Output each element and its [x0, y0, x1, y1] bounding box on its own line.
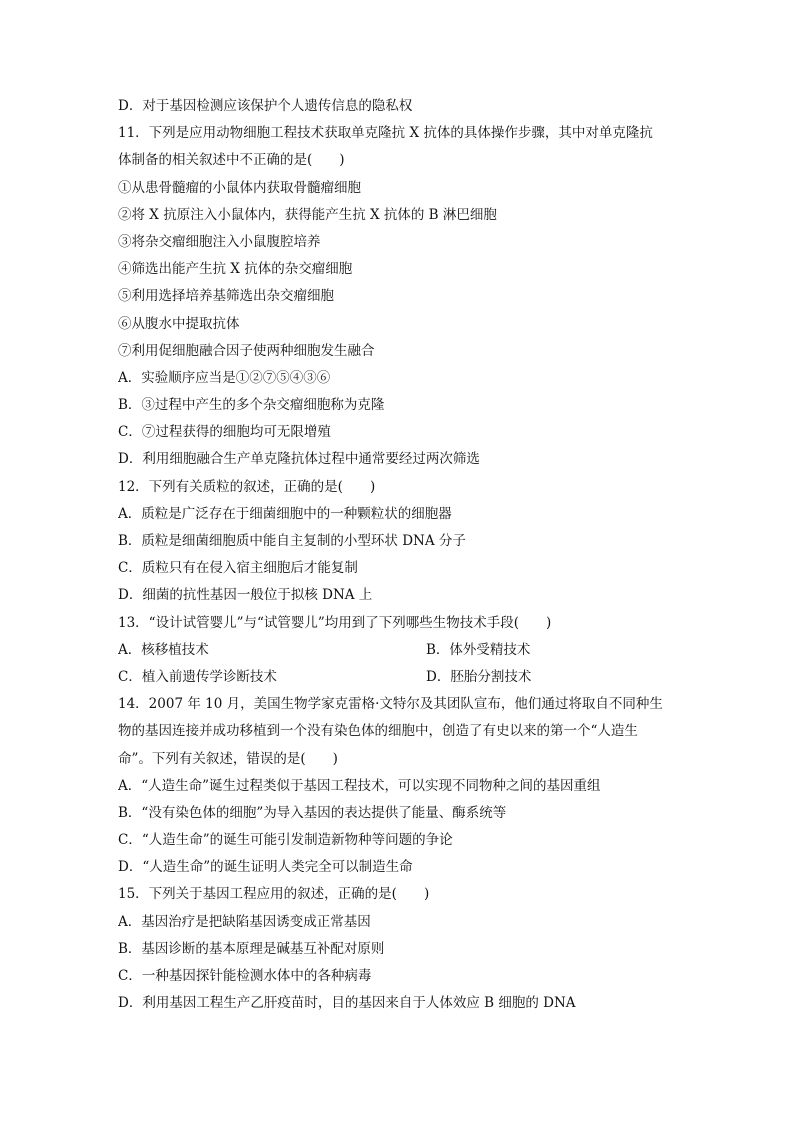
- q11-stem-line-1: 11．下列是应用动物细胞工程技术获取单克隆抗 X 抗体的具体操作步骤，其中对单克隆抗: [118, 125, 653, 142]
- q11-stem-line-2: 体制备的相关叙述中不正确的是( ): [118, 152, 345, 169]
- q14-option-c: C．“人造生命”的诞生可能引发制造新物种等问题的争论: [118, 832, 453, 849]
- q15-option-b: B．基因诊断的基本原理是碱基互补配对原则: [118, 940, 385, 957]
- q11-option-c: C．⑦过程获得的细胞均可无限增殖: [118, 424, 331, 441]
- q10-option-d: D．对于基因检测应该保护个人遗传信息的隐私权: [118, 98, 413, 114]
- q11-step-3: ③将杂交瘤细胞注入小鼠腹腔培养: [118, 233, 321, 250]
- q12-option-a: A．质粒是广泛存在于细菌细胞中的一种颗粒状的细胞器: [118, 505, 452, 522]
- q13-options-row-1: [118, 637, 678, 664]
- q13-option-c: C．植入前遗传学诊断技术: [118, 668, 277, 685]
- q13-option-a: A．核移植技术: [118, 641, 209, 658]
- q11-step-4: ④筛选出能产生抗 X 抗体的杂交瘤细胞: [118, 261, 353, 278]
- q11-step-6: ⑥从腹水中提取抗体: [118, 315, 240, 332]
- question-list: [118, 93, 678, 1017]
- q13-options-row-2: [118, 664, 678, 691]
- q12-stem: 12．下列有关质粒的叙述，正确的是( ): [118, 478, 376, 495]
- q15-option-d: D．利用基因工程生产乙肝疫苗时，目的基因来自于人体效应 B 细胞的 DNA: [118, 995, 576, 1012]
- q14-option-d: D．“人造生命”的诞生证明人类完全可以制造生命: [118, 859, 413, 876]
- q11-option-a: A．实验顺序应当是①②⑦⑤④③⑥: [118, 369, 331, 386]
- q14-option-b: B．“没有染色体的细胞”为导入基因的表达提供了能量、酶系统等: [118, 804, 507, 821]
- q11-step-1: ①从患骨髓瘤的小鼠体内获取骨髓瘤细胞: [118, 179, 361, 196]
- q14-stem-line-2: 物的基因连接并成功移植到一个没有染色体的细胞中，创造了有史以来的第一个“人造生: [118, 723, 638, 740]
- q14-stem-line-1: 14．2007 年 10 月，美国生物学家克雷格·文特尔及其团队宣布，他们通过将取自不同种生: [118, 696, 663, 713]
- q13-option-d: D．胚胎分割技术: [426, 668, 532, 685]
- q11-option-d: D．利用细胞融合生产单克隆抗体过程中通常要经过两次筛选: [118, 451, 480, 468]
- q12-option-c: C．质粒只有在侵入宿主细胞后才能复制: [118, 560, 358, 577]
- q11-step-2: ②将 X 抗原注入小鼠体内，获得能产生抗 X 抗体的 B 淋巴细胞: [118, 206, 497, 223]
- q14-option-a: A．“人造生命”诞生过程类似于基因工程技术，可以实现不同物种之间的基因重组: [118, 777, 601, 794]
- q14-stem-line-3: 命”。下列有关叙述，错误的是( ): [118, 750, 338, 767]
- q11-step-5: ⑤利用选择培养基筛选出杂交瘤细胞: [118, 288, 334, 305]
- q15-option-a: A．基因治疗是把缺陷基因诱变成正常基因: [118, 913, 371, 930]
- q15-stem: 15．下列关于基因工程应用的叙述，正确的是( ): [118, 886, 430, 903]
- q12-option-b: B．质粒是细菌细胞质中能自主复制的小型环状 DNA 分子: [118, 533, 466, 549]
- q11-step-7: ⑦利用促细胞融合因子使两种细胞发生融合: [118, 342, 375, 359]
- q12-option-d: D．细菌的抗性基因一般位于拟核 DNA 上: [118, 587, 373, 604]
- q13-stem: 13．“设计试管婴儿”与“试管婴儿”均用到了下列哪些生物技术手段( ): [118, 614, 552, 631]
- q11-option-b: B．③过程中产生的多个杂交瘤细胞称为克隆: [118, 397, 385, 414]
- q15-option-c: C．一种基因探针能检测水体中的各种病毒: [118, 968, 372, 984]
- q13-option-b: B．体外受精技术: [426, 641, 531, 658]
